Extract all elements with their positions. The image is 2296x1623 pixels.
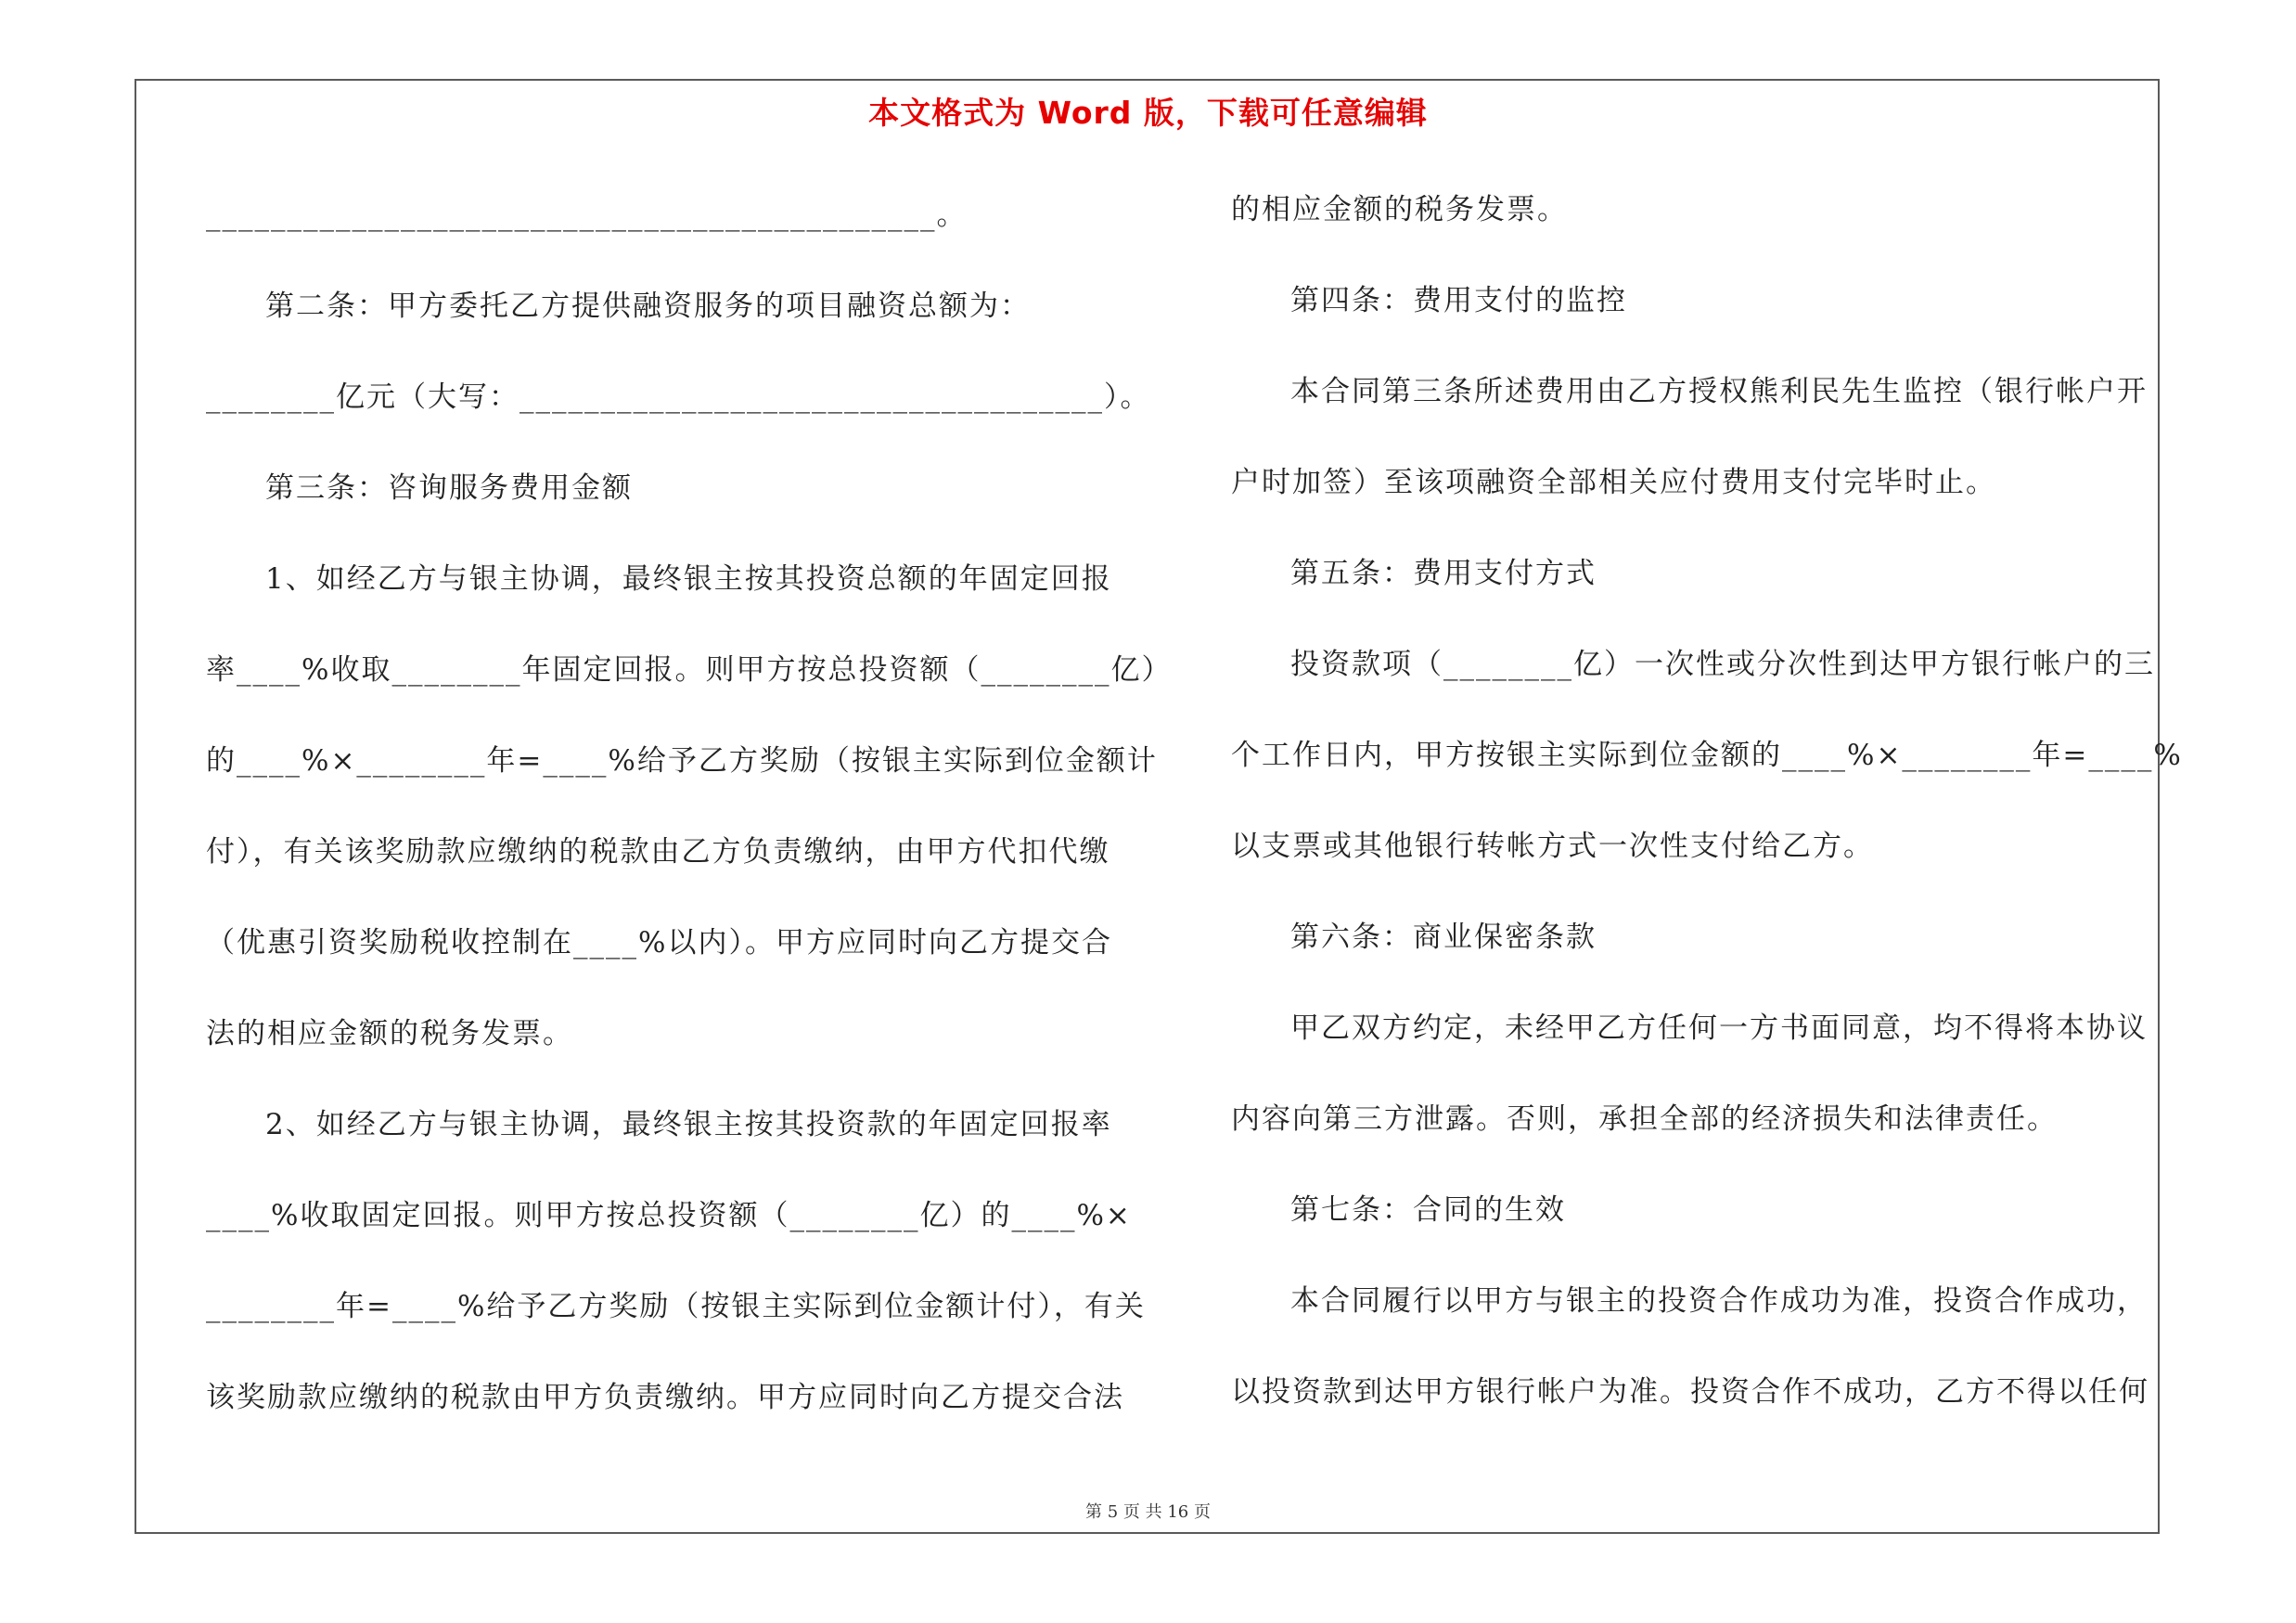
text-line: 第五条：费用支付方式 xyxy=(1290,557,1597,590)
text-line: 甲乙双方约定，未经甲乙方任何一方书面同意，均不得将本协议 xyxy=(1290,1011,2148,1045)
text-line: 以支票或其他银行转帐方式一次性支付给乙方。 xyxy=(1231,830,1874,863)
text-line: 法的相应金额的税务发票。 xyxy=(206,1017,573,1050)
text-line: ________亿元（大写：____________________________________）。 xyxy=(206,380,1151,414)
text-line: 第三条：咨询服务费用金额 xyxy=(265,471,633,505)
text-line: 的相应金额的税务发票。 xyxy=(1231,193,1568,226)
text-line: 第七条：合同的生效 xyxy=(1290,1193,1566,1227)
text-line: （优惠引资奖励税收控制在____%以内）。甲方应同时向乙方提交合 xyxy=(206,926,1112,960)
text-line: 户时加签）至该项融资全部相关应付费用支付完毕时止。 xyxy=(1231,466,1996,499)
text-line: 以投资款到达甲方银行帐户为准。投资合作不成功，乙方不得以任何 xyxy=(1231,1375,2149,1409)
text-line: 付），有关该奖励款应缴纳的税款由乙方负责缴纳，由甲方代扣代缴 xyxy=(206,835,1110,869)
text-line: 第六条：商业保密条款 xyxy=(1290,921,1597,954)
page-number: 第 5 页 共 16 页 xyxy=(1085,1502,1211,1522)
text-line: 本合同第三条所述费用由乙方授权熊利民先生监控（银行帐户开 xyxy=(1290,375,2148,408)
text-line: 本合同履行以甲方与银主的投资合作成功为准，投资合作成功， xyxy=(1290,1284,2148,1318)
text-line: _____________________________________________。 xyxy=(206,199,968,232)
text-line: 率____%收取________年固定回报。则甲方按总投资额（________亿） xyxy=(206,653,1173,687)
text-line: 2、如经乙方与银主协调，最终银主按其投资款的年固定回报率 xyxy=(265,1108,1112,1141)
text-line: 第二条：甲方委托乙方提供融资服务的项目融资总额为： xyxy=(265,290,1031,323)
text-line: ____%收取固定回报。则甲方按总投资额（________亿）的____%× xyxy=(206,1199,1132,1232)
text-line: 1、如经乙方与银主协调，最终银主按其投资总额的年固定回报 xyxy=(265,562,1112,596)
text-line: 的____%×________年=____%给予乙方奖励（按银主实际到位金额计 xyxy=(206,744,1158,778)
text-line: 个工作日内，甲方按银主实际到位金额的____%×________年=____% xyxy=(1231,739,2183,772)
text-line: 第四条：费用支付的监控 xyxy=(1290,284,1627,317)
header-title: 本文格式为 Word 版，下载可任意编辑 xyxy=(868,95,1428,131)
text-line: ________年=____%给予乙方奖励（按银主实际到位金额计付），有关 xyxy=(206,1290,1146,1323)
text-line: 内容向第三方泄露。否则，承担全部的经济损失和法律责任。 xyxy=(1231,1102,2058,1136)
text-line: 该奖励款应缴纳的税款由甲方负责缴纳。甲方应同时向乙方提交合法 xyxy=(206,1381,1124,1414)
text-line: 投资款项（________亿）一次性或分次性到达甲方银行帐户的三 xyxy=(1290,648,2155,681)
